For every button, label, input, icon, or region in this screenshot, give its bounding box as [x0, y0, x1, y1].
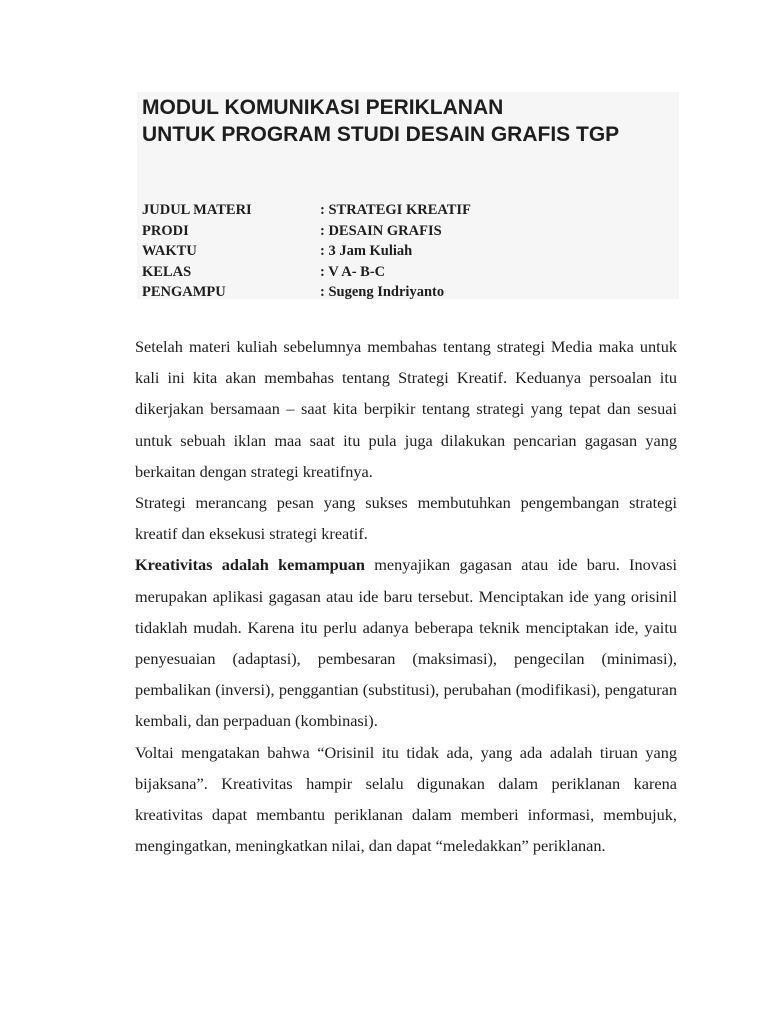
- title-line-2: UNTUK PROGRAM STUDI DESAIN GRAFIS TGP: [142, 123, 620, 146]
- creativity-definition-text: menyajikan gagasan atau ide baru. Inovasi merupakan aplikasi gagasan atau ide baru tersebut. Menciptakan ide yang orisinil tidaklah mudah. Karena itu perlu adanya beberapa teknik menciptakan ide, yaitu penyesuaian (adaptasi), pembesaran (maksimasi), pengecilan (minimasi), pembalikan (inversi), penggantian (substitusi), perubahan (modifikasi), pengaturan kembali, dan perpaduan (kombinasi).: [135, 555, 677, 731]
- creativity-definition-bold: Kreativitas adalah kemampuan: [135, 555, 365, 575]
- info-row-prodi: [142, 221, 471, 242]
- title-line-1: MODUL KOMUNIKASI PERIKLANAN: [142, 96, 504, 119]
- info-value: : V A- B-C: [320, 263, 386, 280]
- info-label: KELAS: [142, 263, 192, 280]
- info-value: : STRATEGI KREATIF: [320, 202, 471, 218]
- info-row-waktu: [142, 241, 471, 262]
- info-label: PENGAMPU: [142, 284, 226, 300]
- info-label: WAKTU: [142, 243, 197, 259]
- info-label: JUDUL MATERI: [142, 202, 252, 218]
- info-row-kelas: [142, 262, 471, 283]
- info-row-pengampu: [142, 282, 471, 303]
- paragraph-voltai-quote: Voltai mengatakan bahwa “Orisinil itu tidak ada, yang ada adalah tiruan yang bijaksana”. Kreativitas hampir selalu digunakan dalam periklanan karena kreativitas dapat membantu periklanan dalam memberi informasi, membujuk, mengingatkan, meningkatkan nilai, dan dapat “meledakkan” periklanan.: [135, 742, 677, 856]
- info-value: : Sugeng Indriyanto: [320, 284, 445, 300]
- paragraph-creativity: [135, 549, 677, 736]
- module-header: [137, 92, 679, 299]
- paragraph-intro: Setelah materi kuliah sebelumnya membahas tentang strategi Media maka untuk kali ini kita akan membahas tentang Strategi Kreatif. Keduanya persoalan itu dikerjakan bersamaan – saat kita berpikir tentang strategi yang tepat dan sesuai untuk sebuah iklan maa saat itu pula juga dilakukan pencarian gagasan yang berkaitan dengan strategi kreatifnya.: [135, 337, 677, 481]
- info-row-judul-materi: [142, 200, 471, 221]
- course-info-table: [142, 200, 471, 303]
- document-title: [142, 94, 619, 148]
- info-value: : 3 Jam Kuliah: [320, 243, 413, 259]
- paragraph-strategy: Strategi merancang pesan yang sukses membutuhkan pengembangan strategi kreatif dan eksekusi strategi kreatif.: [135, 493, 677, 544]
- body-text: [135, 331, 677, 861]
- info-value: : DESAIN GRAFIS: [320, 222, 442, 239]
- info-label: PRODI: [142, 222, 189, 239]
